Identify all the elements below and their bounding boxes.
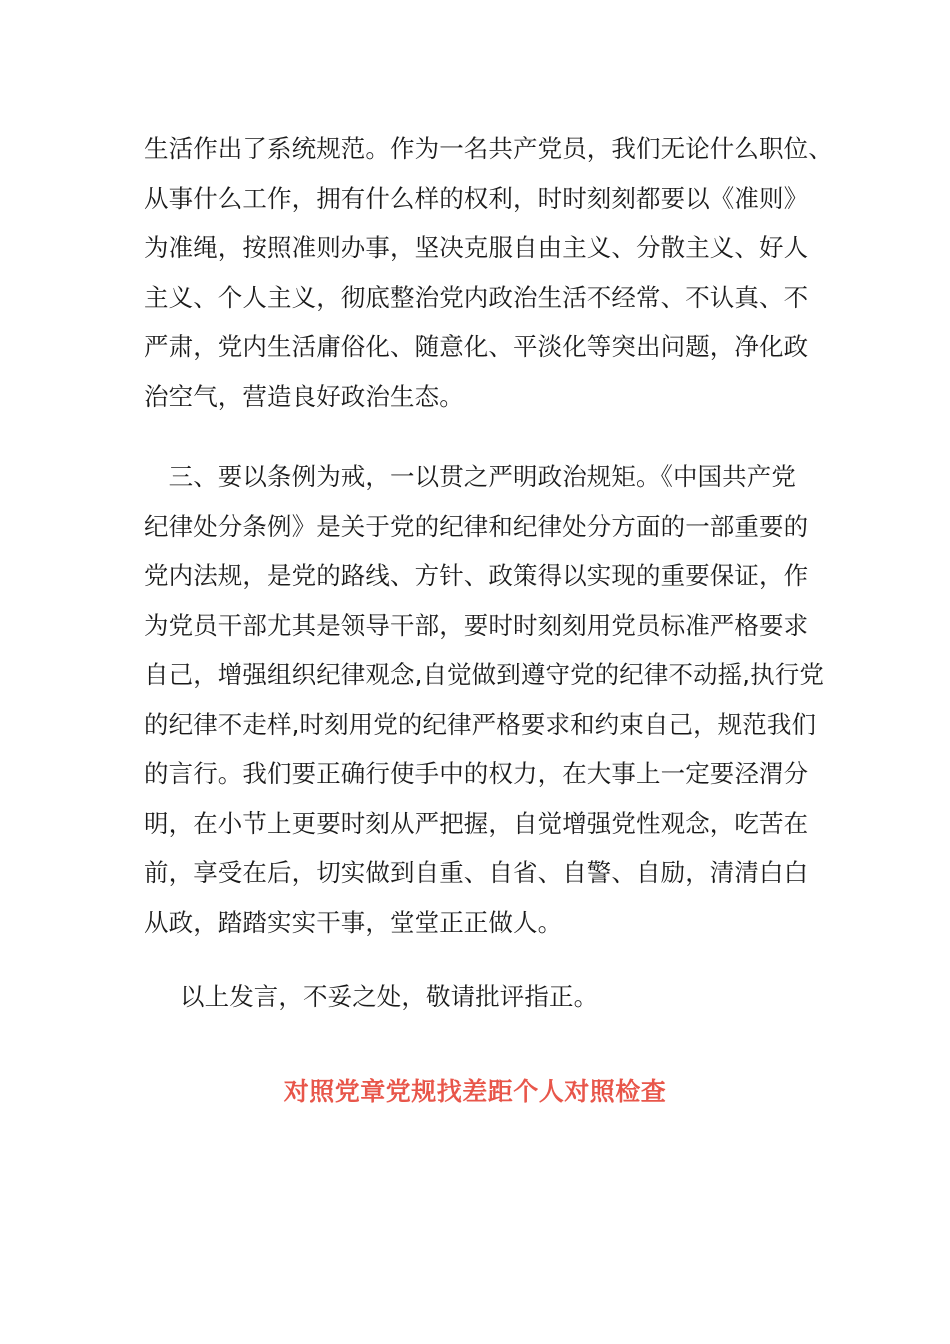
- paragraph-line: 从政，踏踏实实干事，堂堂正正做人。: [144, 907, 563, 937]
- closing-line: 以上发言，不妥之处，敬请批评指正。: [180, 982, 599, 1011]
- paragraph-line: 为准绳，按照准则办事，坚决克服自由主义、分散主义、好人: [144, 233, 809, 262]
- paragraph-line: 为党员干部尤其是领导干部，要时时刻刻用党员标准严格要求: [144, 610, 809, 640]
- paragraph-line: 党内法规，是党的路线、方针、政策得以实现的重要保证，作: [144, 561, 809, 590]
- paragraph-line: 自己，增强组织纪律观念,自觉做到遵守党的纪律不动摇,执行党: [144, 660, 824, 689]
- paragraph-line: 严肃，党内生活庸俗化、随意化、平淡化等突出问题，净化政: [144, 332, 809, 361]
- body-paragraph-section-three: [144, 452, 824, 947]
- paragraph-line: 生活作出了系统规范。作为一名共产党员，我们无论什么职位、: [144, 134, 833, 163]
- paragraph-line: 纪律处分条例》是关于党的纪律和纪律处分方面的一部重要的: [144, 511, 809, 541]
- paragraph-line: 治空气，营造良好政治生态。: [144, 381, 464, 411]
- paragraph-line: 明，在小节上更要时刻从严把握，自觉增强党性观念，吃苦在: [144, 808, 809, 838]
- paragraph-line: 从事什么工作，拥有什么样的权利，时时刻刻都要以《准则》: [144, 183, 809, 213]
- closing-remark: [180, 972, 846, 1022]
- paragraph-line: 前，享受在后，切实做到自重、自省、自警、自励，清清白白: [144, 858, 809, 887]
- paragraph-line: 的言行。我们要正确行使手中的权力，在大事上一定要泾渭分: [144, 759, 809, 788]
- body-paragraph-discipline-norms: [144, 124, 833, 421]
- paragraph-line: 主义、个人主义，彻底整治党内政治生活不经常、不认真、不: [144, 282, 809, 312]
- paragraph-line: 的纪律不走样,时刻用党的纪律严格要求和约束自己，规范我们: [144, 709, 817, 739]
- paragraph-line: 三、要以条例为戒，一以贯之严明政治规矩。《中国共产党: [144, 462, 796, 491]
- next-document-title: 对照党章党规找差距个人对照检查: [283, 1077, 667, 1106]
